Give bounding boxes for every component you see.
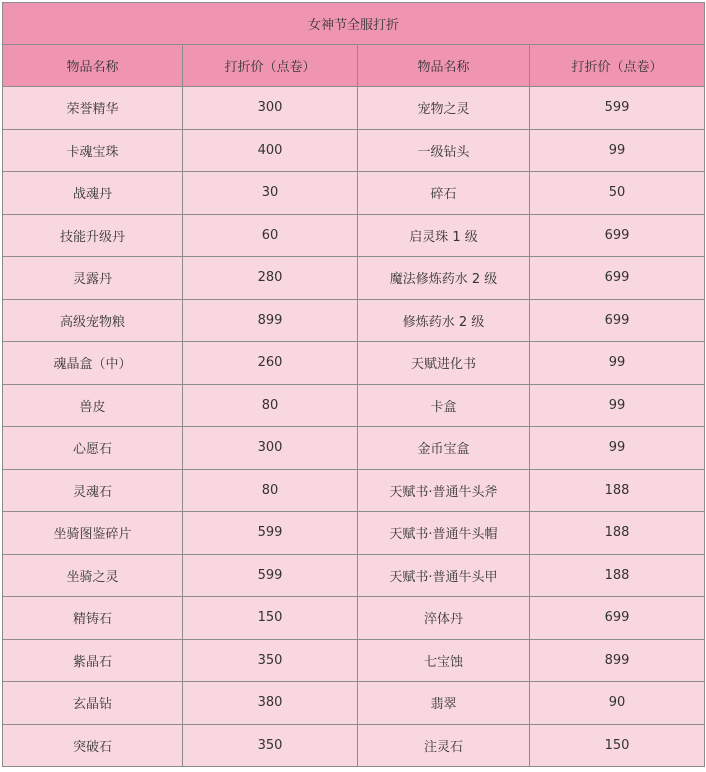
price-left: 899 (183, 299, 358, 342)
table-row (3, 129, 705, 172)
item-name-right: 七宝蚀 (358, 639, 530, 682)
table-row (3, 172, 705, 215)
price-right: 699 (530, 214, 705, 257)
price-left: 300 (183, 427, 358, 470)
price-right: 188 (530, 512, 705, 555)
price-left: 380 (183, 682, 358, 725)
table-row (3, 214, 705, 257)
item-name-right: 魔法修炼药水 2 级 (358, 257, 530, 300)
table-row (3, 682, 705, 725)
price-left: 60 (183, 214, 358, 257)
item-name-right: 淬体丹 (358, 597, 530, 640)
item-name-left: 紫晶石 (3, 639, 183, 682)
item-name-left: 战魂丹 (3, 172, 183, 215)
price-right: 90 (530, 682, 705, 725)
table-row (3, 342, 705, 385)
table-row (3, 469, 705, 512)
header-price-left: 打折价（点卷） (183, 45, 358, 87)
item-name-right: 金币宝盒 (358, 427, 530, 470)
table-row (3, 597, 705, 640)
item-name-right: 修炼药水 2 级 (358, 299, 530, 342)
item-name-left: 卡魂宝珠 (3, 129, 183, 172)
item-name-right: 天赋书·普通牛头帽 (358, 512, 530, 555)
table-row (3, 639, 705, 682)
price-right: 150 (530, 724, 705, 767)
table-row (3, 87, 705, 130)
price-left: 350 (183, 724, 358, 767)
item-name-right: 卡盒 (358, 384, 530, 427)
item-name-left: 坐骑图鉴碎片 (3, 512, 183, 555)
title-row (3, 3, 705, 45)
price-right: 899 (530, 639, 705, 682)
table-row (3, 257, 705, 300)
item-name-right: 天赋进化书 (358, 342, 530, 385)
item-name-right: 碎石 (358, 172, 530, 215)
item-name-left: 突破石 (3, 724, 183, 767)
price-left: 300 (183, 87, 358, 130)
discount-table (2, 2, 705, 767)
price-left: 150 (183, 597, 358, 640)
price-right: 188 (530, 554, 705, 597)
item-name-left: 坐骑之灵 (3, 554, 183, 597)
price-left: 260 (183, 342, 358, 385)
header-item-name-right: 物品名称 (358, 45, 530, 87)
table-row (3, 724, 705, 767)
price-left: 599 (183, 554, 358, 597)
price-right: 99 (530, 427, 705, 470)
item-name-right: 启灵珠 1 级 (358, 214, 530, 257)
item-name-left: 技能升级丹 (3, 214, 183, 257)
item-name-left: 高级宠物粮 (3, 299, 183, 342)
item-name-left: 灵魂石 (3, 469, 183, 512)
price-left: 599 (183, 512, 358, 555)
table-row (3, 384, 705, 427)
price-right: 50 (530, 172, 705, 215)
price-right: 99 (530, 129, 705, 172)
item-name-left: 灵露丹 (3, 257, 183, 300)
table-row (3, 512, 705, 555)
price-right: 699 (530, 597, 705, 640)
price-left: 280 (183, 257, 358, 300)
table-row (3, 554, 705, 597)
item-name-left: 精铸石 (3, 597, 183, 640)
item-name-left: 兽皮 (3, 384, 183, 427)
price-left: 400 (183, 129, 358, 172)
item-name-left: 心愿石 (3, 427, 183, 470)
item-name-right: 天赋书·普通牛头甲 (358, 554, 530, 597)
header-item-name-left: 物品名称 (3, 45, 183, 87)
item-name-right: 宠物之灵 (358, 87, 530, 130)
item-name-right: 天赋书·普通牛头斧 (358, 469, 530, 512)
price-right: 99 (530, 342, 705, 385)
table-title: 女神节全服打折 (3, 3, 705, 45)
price-right: 188 (530, 469, 705, 512)
price-left: 30 (183, 172, 358, 215)
price-left: 350 (183, 639, 358, 682)
header-row (3, 45, 705, 87)
table-row (3, 299, 705, 342)
item-name-left: 魂晶盒（中） (3, 342, 183, 385)
price-right: 99 (530, 384, 705, 427)
item-name-left: 荣誉精华 (3, 87, 183, 130)
item-name-right: 一级钻头 (358, 129, 530, 172)
price-right: 599 (530, 87, 705, 130)
header-price-right: 打折价（点卷） (530, 45, 705, 87)
table-row (3, 427, 705, 470)
item-name-left: 玄晶钻 (3, 682, 183, 725)
price-left: 80 (183, 469, 358, 512)
price-left: 80 (183, 384, 358, 427)
price-right: 699 (530, 257, 705, 300)
price-right: 699 (530, 299, 705, 342)
item-name-right: 翡翠 (358, 682, 530, 725)
item-name-right: 注灵石 (358, 724, 530, 767)
